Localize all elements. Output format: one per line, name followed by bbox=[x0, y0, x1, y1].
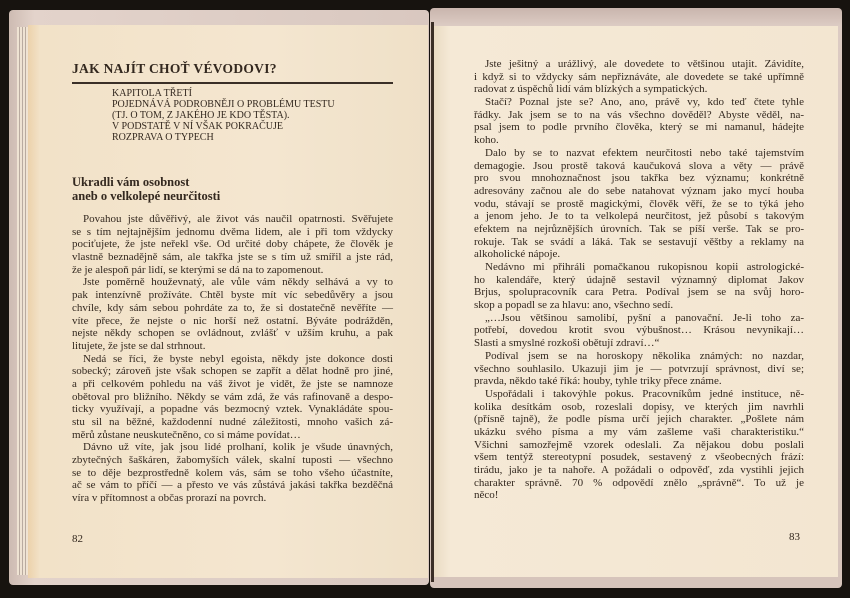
paragraph bbox=[72, 353, 393, 442]
paragraph bbox=[474, 261, 804, 312]
text-line: nejste někdy schopen se ovládnout, zvlášť v užším kruhu, a pak bbox=[72, 327, 393, 340]
text-line: Brjus, spolupracovník cara Petra. Podíval jsem se na svůj horo- bbox=[474, 286, 804, 299]
text-line: Dalo by se to nazvat efektem neurčitosti nebo také tajemstvím bbox=[485, 146, 804, 159]
paragraph bbox=[72, 276, 393, 352]
title-rule bbox=[72, 82, 393, 84]
text-line: pociťujete, že jste neřekl vše. Od určité doby chápete, že člověk je bbox=[72, 238, 393, 251]
text-line: kolika desítkám osob, rozeslali dopisy, ve kterých jim navrhli bbox=[474, 400, 804, 413]
text-line: se s tím nejtajnějším jednomu dvěma lidem, ale i při tom vždycky bbox=[72, 225, 393, 238]
text-line: i když si to vždycky sám nepřiznáváte, ale dovedete se také upřímně bbox=[474, 70, 804, 83]
text-line: Stačí? Poznal jste se? Ano, ano, právě vy, kdo teď čtete tyhle bbox=[485, 96, 804, 109]
text-line: radovat z úspěchů lidí vám blízkých a sympatických. bbox=[474, 83, 708, 96]
text-line: Všichni samozřejmě vzorek odeslali. Za nějakou dobu poslali bbox=[474, 438, 804, 451]
text-line: a jenom jeho. Je to ta velkolepá neurčitost, jež působí s takovým bbox=[474, 210, 804, 223]
text-line: vlastně beznadějně sám, ale takřka jste se s tím už smířil a jste rád, bbox=[72, 251, 393, 264]
text-line: obětoval pro bližního. Někdy se vám zdá, že vás rafinovaně a despo- bbox=[72, 390, 393, 403]
text-line: Podíval jsem se na horoskopy několika známých: no nazdar, bbox=[485, 349, 804, 362]
text-line: tirádu, jako je ta nahoře. A požádali o odpověď, zda vystihli jejich bbox=[474, 464, 804, 476]
text-line: alkoholické nápoje. bbox=[474, 248, 561, 261]
text-line: skop a popadl se za hlavu: ano, všechno sedí. bbox=[474, 299, 674, 312]
text-line: ticky využívají, a popadne vás bezmocný vztek. Vynakládáte spou- bbox=[72, 403, 393, 416]
text-line: chvíle, kdy sám sebou pohrdáte za to, že si dostatečně nevěříte — bbox=[72, 301, 393, 314]
text-line: něco! bbox=[474, 489, 499, 502]
text-line: koho. bbox=[474, 134, 499, 147]
text-line: Slasti a smyslné rozkoši obětují zdraví…“ bbox=[474, 337, 660, 350]
text-line: že je alespoň pár lidí, se kterými se dá na to zapomenout. bbox=[72, 263, 324, 276]
text-line: ho kalendáře, který údajně sestavil významný diplomat Jakov bbox=[474, 273, 804, 286]
text-line: sobecký; zároveň jste však schopen se zapřít a dělat hodně pro jiné, bbox=[72, 365, 393, 378]
paragraph bbox=[474, 147, 804, 261]
text-line: efektem na nejrůznějších úrovních. Tak se píší verše. Tak se pro- bbox=[474, 222, 804, 235]
text-line: Jste ješitný a urážlivý, ale dovedete to většinou utajit. Závidíte, bbox=[485, 58, 804, 70]
paragraph bbox=[474, 388, 804, 502]
text-line: pro svou mnohoznačnost jsou takřka bez významu; konkrétně bbox=[474, 172, 804, 185]
text-line: se to děje bezprostředně kolem vás, sám se toho všeho účastníte, bbox=[72, 466, 393, 479]
text-line: všechno souhlasilo. Ukazuji jim je — potvrzují správnost, diví se; bbox=[474, 362, 804, 375]
text-line: psal jsem to podle prvního člověka, který se mi namanul, hádejte bbox=[474, 121, 804, 134]
text-line: víra v přítomnost a občas prorazí na povrch. bbox=[72, 492, 267, 505]
chapter-intro bbox=[112, 88, 335, 143]
text-line: potřebí, dovedou krotit svou výbušnost… Krásou nevynikají… bbox=[474, 324, 804, 337]
text-line: vodu, stávají se prostě magickými, člověk věří, že se to týká jeho bbox=[474, 197, 804, 210]
text-line: Nedá se říci, že byste nebyl egoista, někdy jste dokonce dosti bbox=[83, 352, 393, 365]
section-heading-line: aneb o velkolepé neurčitosti bbox=[72, 189, 221, 203]
text-line: rokuje. Tak se svádí a láká. Tak se sestavují věštby a reklamy na bbox=[474, 235, 804, 248]
text-line: a při celkovém pohledu na váš život je vidět, že jste se namnoze bbox=[72, 377, 393, 390]
text-line: (přísně tajně), že podle písma určí jejich charakter. „Pošlete nám bbox=[474, 413, 804, 426]
text-line: litujete, že jste se dal strhnout. bbox=[72, 339, 206, 352]
left-page-body bbox=[72, 213, 393, 505]
text-line: zbytečných šaškáren, žabomyších válek, skalní tuposti — všechno bbox=[72, 454, 393, 467]
text-line: všem tentýž stereotypní posudek, sestavený z všeobecných frází: bbox=[474, 451, 804, 464]
text-line: Uspořádali i takovýhle pokus. Pracovníkům jedné instituce, ně- bbox=[485, 387, 804, 400]
book-gutter bbox=[431, 22, 434, 582]
text-line: pak intenzívně prožíváte. Chtěl byste mít víc sebedůvěry a jsou bbox=[72, 289, 393, 302]
section-heading bbox=[72, 175, 220, 203]
paragraph bbox=[474, 312, 804, 350]
chapter-intro-line: (TJ. O TOM, Z JAKÉHO JE KDO TĚSTA). bbox=[112, 110, 290, 121]
text-line: „…Jsou většinou samolibí, pyšní a panovační. Je-li toho za- bbox=[485, 311, 804, 324]
text-line: ač se vám to příčí — a přesto ve vás zůstává jakási takřka bezděčná bbox=[72, 479, 393, 492]
text-line: stu sil na běžné, každodenní nudné záležitosti, mnoho vašich zá- bbox=[72, 416, 393, 428]
page-number-left: 82 bbox=[72, 533, 83, 545]
section-heading-line: Ukradli vám osobnost bbox=[72, 175, 190, 189]
chapter-intro-line: POJEDNÁVÁ PODROBNĚJI O PROBLÉMU TESTU bbox=[112, 99, 335, 110]
text-line: ukázku svého písma a my vám zašleme vaši charakteristiku.“ bbox=[474, 425, 804, 438]
text-line: Dávno už víte, jak jsou lidé prolhaní, kolik je všude únavných, bbox=[83, 441, 393, 454]
paragraph bbox=[72, 213, 393, 276]
text-line: charakter správně. 70 % odpovědí znělo „správně“. To už je bbox=[474, 476, 804, 489]
text-line: Jste poměrně houževnatý, ale vůle vám někdy selhává a vy to bbox=[83, 276, 393, 289]
chapter-title: JAK NAJÍT CHOŤ VÉVODOVI? bbox=[72, 61, 277, 76]
chapter-intro-line: KAPITOLA TŘETÍ bbox=[112, 88, 192, 99]
right-page-body bbox=[474, 58, 804, 502]
paragraph bbox=[474, 58, 804, 96]
page-number-right: 83 bbox=[789, 531, 800, 543]
text-line: víte přece, že nejste o nic horší než ostatní. Býváte podrážděn, bbox=[72, 314, 393, 327]
paragraph bbox=[474, 350, 804, 388]
text-line: Povahou jste důvěřivý, ale život vás naučil opatrnosti. Svěřujete bbox=[83, 213, 393, 225]
chapter-intro-line: V PODSTATĚ V NÍ VŠAK POKRAČUJE bbox=[112, 121, 283, 132]
chapter-intro-line: ROZPRAVA O TYPECH bbox=[112, 132, 214, 143]
text-line: pravda, někdo také říká: houby, tyhle triky přece známe. bbox=[474, 375, 722, 388]
paragraph bbox=[474, 96, 804, 147]
text-line: řádky. Jak jsem se to na vás všechno dověděl? Abyste věděl, na- bbox=[474, 108, 804, 121]
paragraph bbox=[72, 441, 393, 504]
text-line: Nedávno mi přihráli pomačkanou rukopisnou kopii astrologické- bbox=[485, 261, 804, 273]
text-line: adresovány začnou ale do sebe natahovat význam jako mycí houba bbox=[474, 184, 804, 197]
text-line: demagogie. Jsou prostě taková kaučuková slova a věty — právě bbox=[474, 159, 804, 172]
text-line: měrů zůstane neuskutečněno, co si máme povídat… bbox=[72, 428, 301, 441]
